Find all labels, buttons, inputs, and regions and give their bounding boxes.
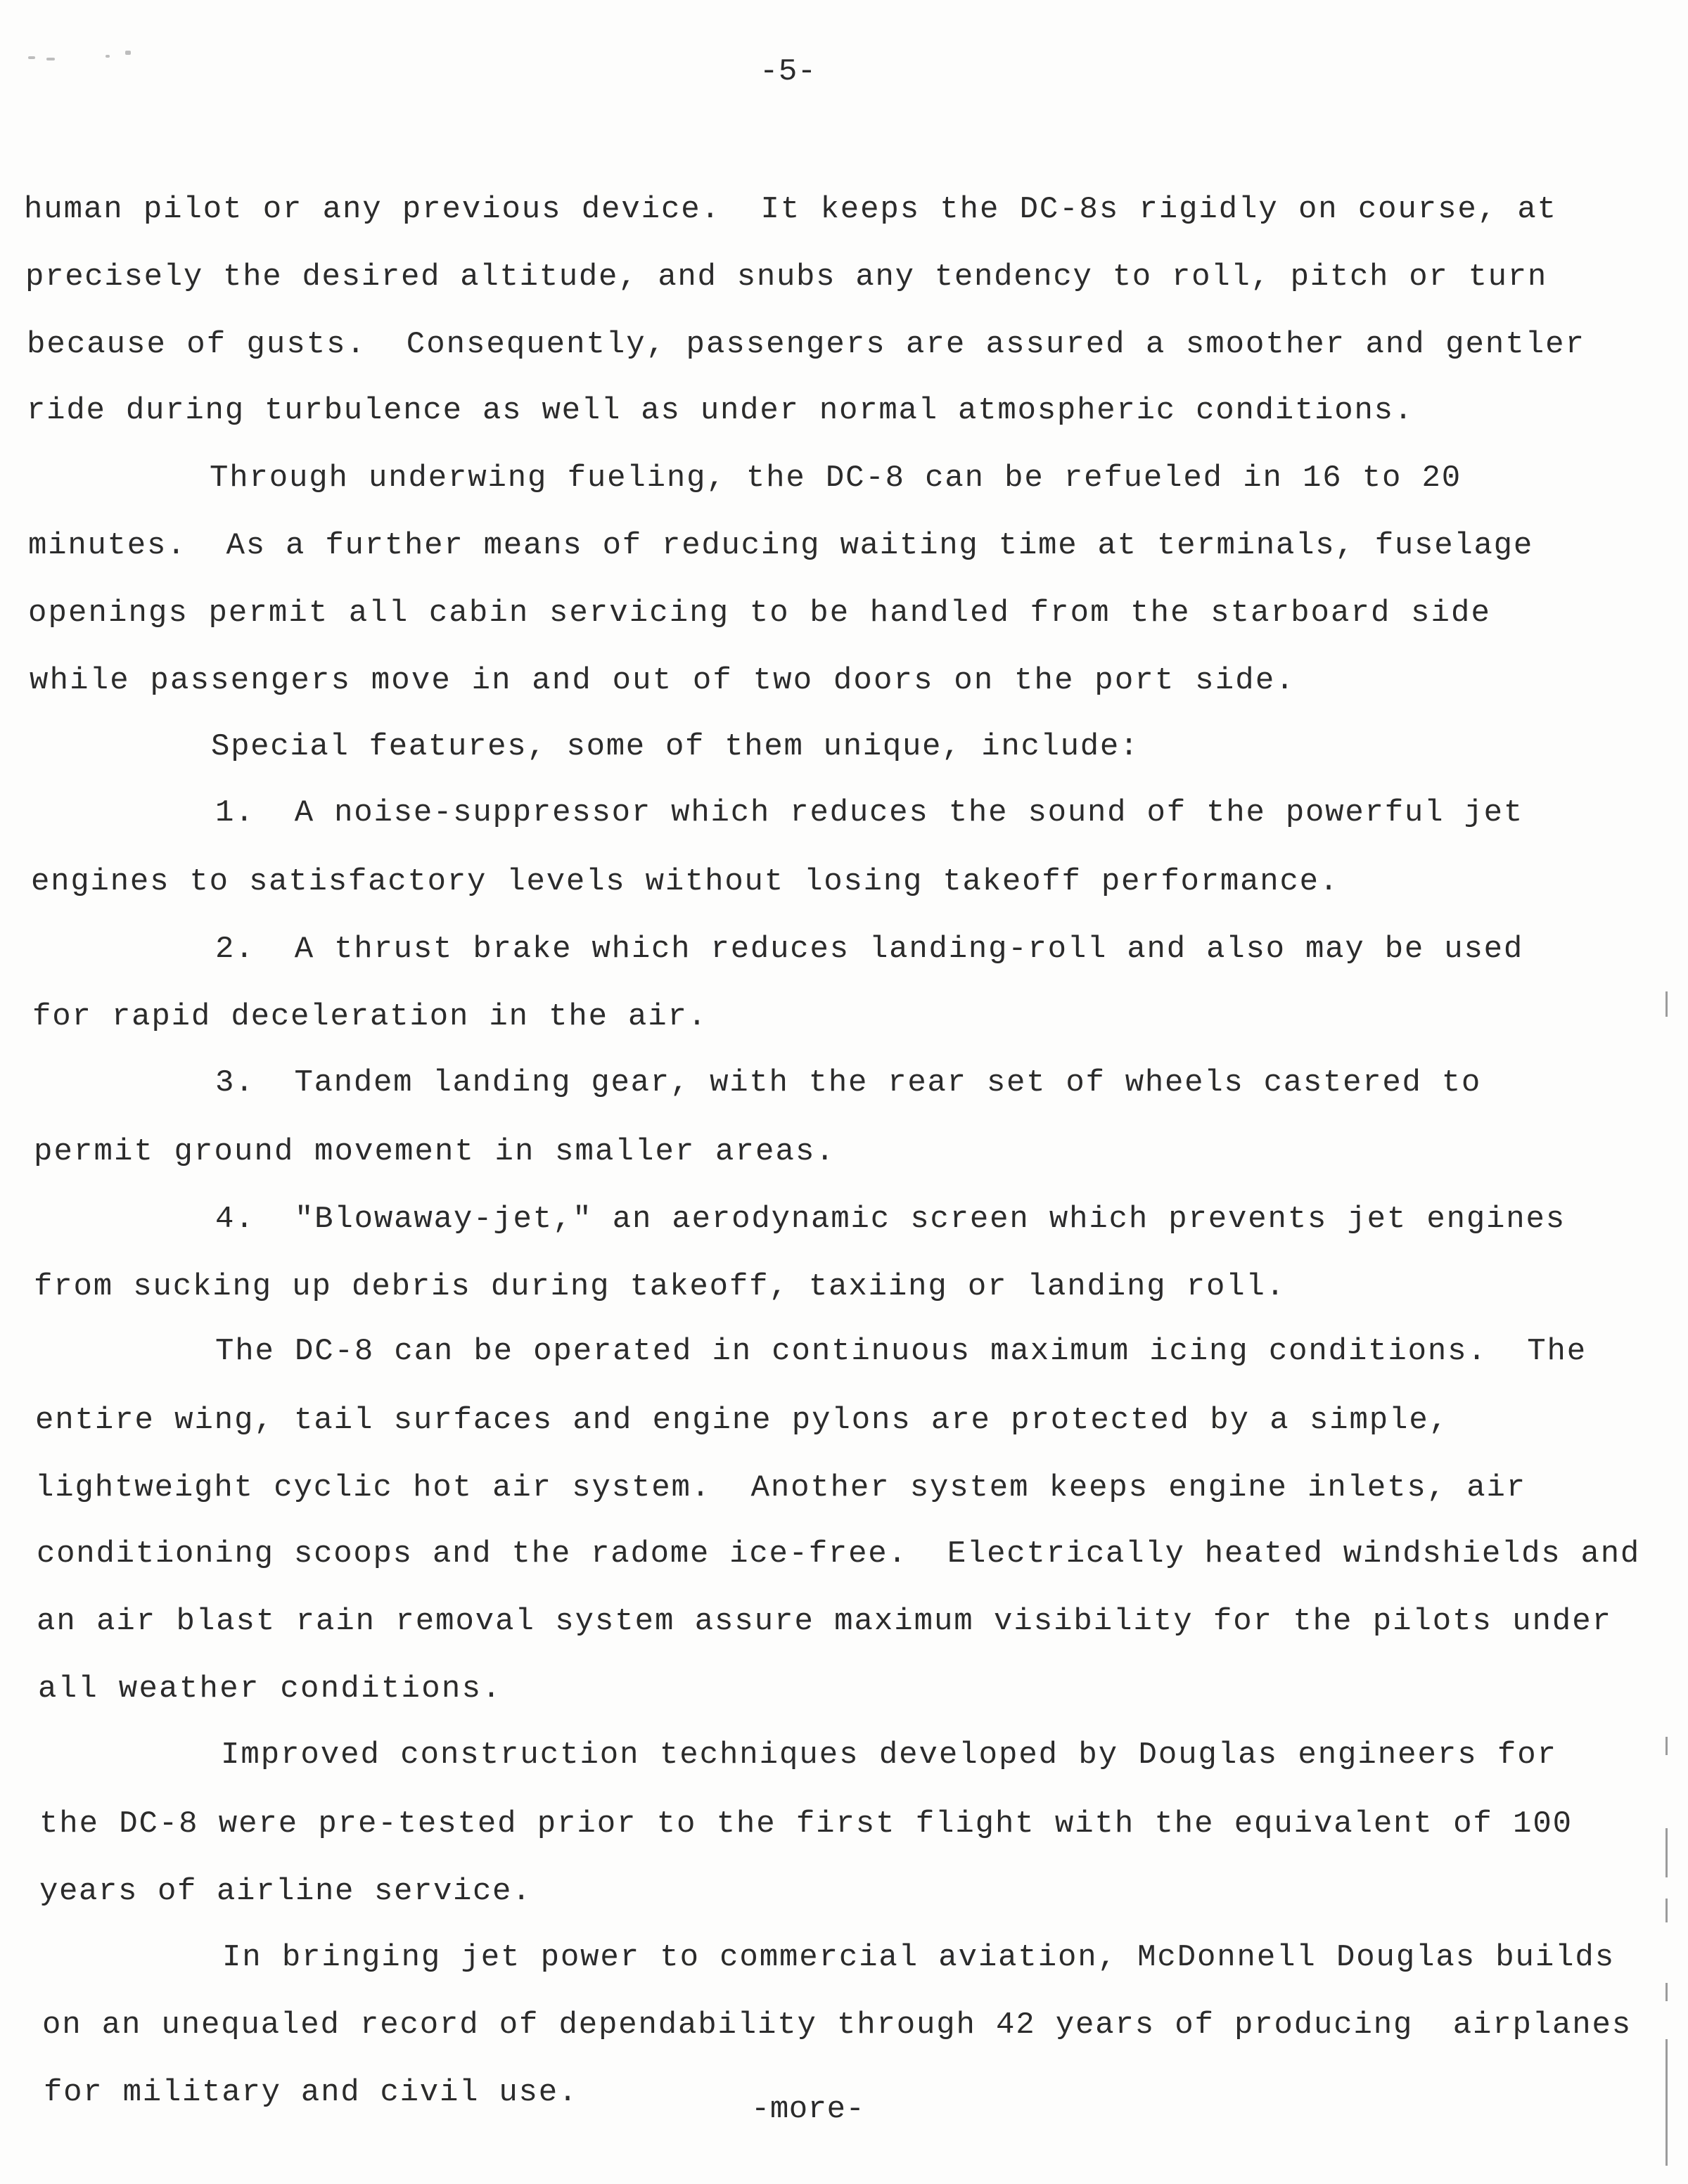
scan-edge-mark [1665,991,1668,1017]
text-line: from sucking up debris during takeoff, taxiing or landing roll. [34,1269,1286,1304]
scan-specks [28,49,155,63]
text-line: lightweight cyclic hot air system. Another system keeps engine inlets, air [35,1470,1526,1505]
scan-edge-mark [1665,1983,1668,2001]
footer-more: -more- [751,2092,865,2127]
text-line: entire wing, tail surfaces and engine pylons are protected by a simple, [35,1403,1449,1438]
text-line: 4. "Blowaway-jet," an aerodynamic screen which prevents jet engines [215,1202,1566,1237]
scan-edge-mark [1665,2039,1668,2166]
text-line: all weather conditions. [38,1671,502,1707]
text-line: 2. A thrust brake which reduces landing-roll and also may be used [215,932,1523,967]
text-line: engines to satisfactory levels without losing takeoff performance. [31,864,1339,899]
text-line: the DC-8 were pre-tested prior to the first flight with the equivalent of 100 [39,1806,1573,1842]
scan-edge-mark [1665,1828,1668,1877]
text-line: In bringing jet power to commercial aviation, McDonnell Douglas builds [222,1940,1615,1975]
text-line: Special features, some of them unique, include: [211,729,1139,764]
page-number: -5- [760,54,817,89]
text-line: years of airline service. [39,1874,532,1909]
text-line: for rapid deceleration in the air. [32,999,708,1034]
text-line: 1. A noise-suppressor which reduces the sound of the powerful jet [215,795,1523,830]
text-line: Improved construction techniques developed by Douglas engineers for [221,1737,1557,1773]
scan-edge-mark [1665,1899,1668,1922]
text-line: because of gusts. Consequently, passengers are assured a smoother and gentler [27,327,1585,362]
text-line: ride during turbulence as well as under normal atmospheric conditions. [27,393,1414,428]
text-line: minutes. As a further means of reducing waiting time at terminals, fuselage [28,528,1533,563]
text-line: The DC-8 can be operated in continuous maximum icing conditions. The [215,1334,1587,1369]
text-line: on an unequaled record of dependability through 42 years of producing airplanes [42,2008,1632,2043]
text-line: human pilot or any previous device. It keeps the DC-8s rigidly on course, at [24,192,1557,227]
text-line: while passengers move in and out of two doors on the port side. [30,663,1296,698]
text-line: precisely the desired altitude, and snubs any tendency to roll, pitch or turn [25,259,1547,295]
text-line: for military and civil use. [44,2075,578,2110]
text-line: an air blast rain removal system assure maximum visibility for the pilots under [37,1604,1612,1639]
scan-edge-mark [1665,1737,1668,1755]
text-line: permit ground movement in smaller areas. [34,1134,836,1169]
text-line: Through underwing fueling, the DC-8 can be refueled in 16 to 20 [210,461,1462,496]
text-line: openings permit all cabin servicing to be handled from the starboard side [28,596,1491,631]
text-line: 3. Tandem landing gear, with the rear set of wheels castered to [215,1065,1481,1100]
text-line: conditioning scoops and the radome ice-free. Electrically heated windshields and [37,1536,1640,1572]
